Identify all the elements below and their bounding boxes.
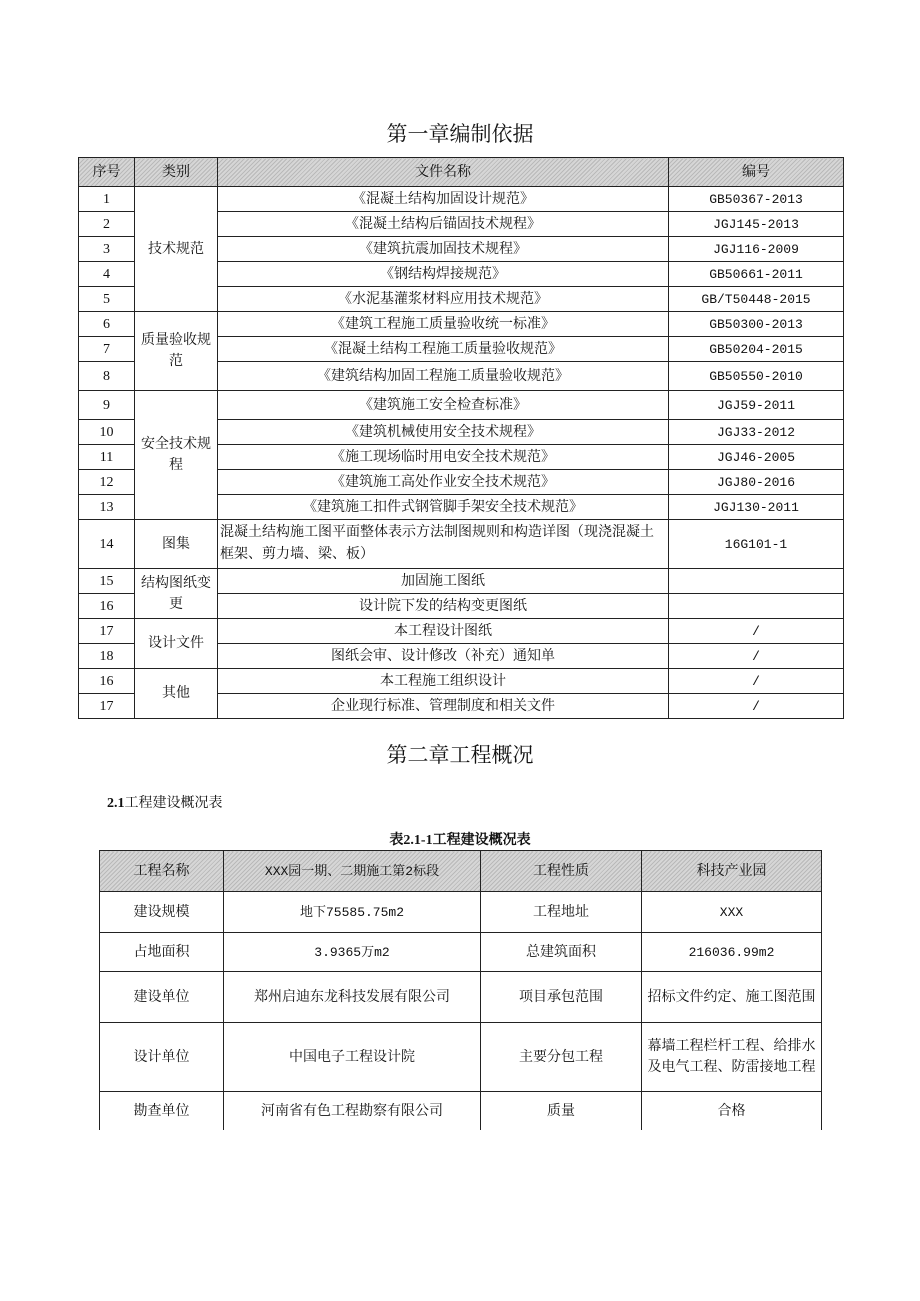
table-row [79, 520, 844, 569]
row-number: 17 [79, 619, 135, 644]
section-number: 2.1 [107, 796, 125, 811]
document-code: JGJ33-2012 [669, 420, 844, 445]
row-number: 7 [79, 337, 135, 362]
field-value: 河南省有色工程勘察有限公司 [224, 1092, 481, 1131]
table-row [79, 669, 844, 694]
document-name: 《混凝土结构后锚固技术规程》 [218, 212, 669, 237]
document-code [669, 569, 844, 594]
document-name: 《施工现场临时用电安全技术规范》 [218, 445, 669, 470]
document-code: / [669, 619, 844, 644]
row-number: 12 [79, 470, 135, 495]
row-number: 10 [79, 420, 135, 445]
section-title: 工程建设概况表 [124, 796, 223, 811]
document-name: 《建筑施工安全检查标准》 [218, 391, 669, 420]
document-code: GB50661-2011 [669, 262, 844, 287]
row-number: 4 [79, 262, 135, 287]
document-code: JGJ130-2011 [669, 495, 844, 520]
category-cell: 质量验收规范 [135, 312, 218, 391]
table-row [79, 391, 844, 420]
table-caption: 表2.1-1工程建设概况表 [389, 833, 531, 848]
field-label: 项目承包范围 [481, 972, 642, 1023]
field-value: 招标文件约定、施工图范围 [642, 972, 822, 1023]
field-value: XXX园一期、二期施工第2标段 [224, 851, 481, 892]
row-number: 2 [79, 212, 135, 237]
document-code: / [669, 644, 844, 669]
document-name: 《钢结构焊接规范》 [218, 262, 669, 287]
document-code: / [669, 694, 844, 719]
document-name: 《建筑抗震加固技术规程》 [218, 237, 669, 262]
field-value: XXX [642, 892, 822, 933]
category-cell: 其他 [135, 669, 218, 719]
table-row [100, 1023, 822, 1092]
row-number: 17 [79, 694, 135, 719]
category-cell: 安全技术规程 [135, 391, 218, 520]
document-code: GB50550-2010 [669, 362, 844, 391]
field-label: 总建筑面积 [481, 933, 642, 972]
field-value: 幕墙工程栏杆工程、给排水及电气工程、防雷接地工程 [642, 1023, 822, 1092]
document-name: 本工程设计图纸 [218, 619, 669, 644]
document-code: JGJ80-2016 [669, 470, 844, 495]
category-cell: 图集 [135, 520, 218, 569]
table-row [79, 187, 844, 212]
row-number: 16 [79, 594, 135, 619]
row-number: 18 [79, 644, 135, 669]
field-label: 建设规模 [100, 892, 224, 933]
category-cell: 技术规范 [135, 187, 218, 312]
basis-header-row [79, 158, 844, 187]
table-row [100, 851, 822, 892]
header-cell: 编号 [669, 158, 844, 187]
document-code: JGJ59-2011 [669, 391, 844, 420]
field-value: 科技产业园 [642, 851, 822, 892]
document-code: JGJ145-2013 [669, 212, 844, 237]
field-label: 工程地址 [481, 892, 642, 933]
field-label: 占地面积 [100, 933, 224, 972]
field-value: 合格 [642, 1092, 822, 1131]
field-label: 质量 [481, 1092, 642, 1131]
row-number: 11 [79, 445, 135, 470]
document-code: GB50367-2013 [669, 187, 844, 212]
document-name: 《水泥基灌浆材料应用技术规范》 [218, 287, 669, 312]
document-name: 企业现行标准、管理制度和相关文件 [218, 694, 669, 719]
document-name: 《混凝土结构工程施工质量验收规范》 [218, 337, 669, 362]
field-value: 216036.99m2 [642, 933, 822, 972]
table-row [100, 933, 822, 972]
document-code: JGJ46-2005 [669, 445, 844, 470]
row-number: 3 [79, 237, 135, 262]
header-cell: 类别 [135, 158, 218, 187]
field-label: 建设单位 [100, 972, 224, 1023]
table-row [79, 312, 844, 337]
basis-table [78, 157, 844, 719]
field-label: 勘查单位 [100, 1092, 224, 1131]
row-number: 15 [79, 569, 135, 594]
category-cell: 结构图纸变更 [135, 569, 218, 619]
field-label: 工程性质 [481, 851, 642, 892]
document-name: 《混凝土结构加固设计规范》 [218, 187, 669, 212]
chapter-1-title: 第一章编制依据 [386, 123, 534, 146]
row-number: 13 [79, 495, 135, 520]
field-value: 地下75585.75m2 [224, 892, 481, 933]
overview-table [99, 850, 822, 1130]
row-number: 14 [79, 520, 135, 569]
document-name: 《建筑施工高处作业安全技术规范》 [218, 470, 669, 495]
chapter-2-title: 第二章工程概况 [386, 744, 534, 767]
table-row [100, 892, 822, 933]
document-name: 设计院下发的结构变更图纸 [218, 594, 669, 619]
document-code: GB50300-2013 [669, 312, 844, 337]
field-label: 主要分包工程 [481, 1023, 642, 1092]
document-code: JGJ116-2009 [669, 237, 844, 262]
table-row [100, 1092, 822, 1131]
document-code: GB/T50448-2015 [669, 287, 844, 312]
document-name: 图纸会审、设计修改（补充）通知单 [218, 644, 669, 669]
document-name: 《建筑工程施工质量验收统一标准》 [218, 312, 669, 337]
document-name: 《建筑机械使用安全技术规程》 [218, 420, 669, 445]
field-value: 3.9365万m2 [224, 933, 481, 972]
header-cell: 序号 [79, 158, 135, 187]
document-code: / [669, 669, 844, 694]
row-number: 8 [79, 362, 135, 391]
field-label: 设计单位 [100, 1023, 224, 1092]
header-cell: 文件名称 [218, 158, 669, 187]
row-number: 5 [79, 287, 135, 312]
field-value: 中国电子工程设计院 [224, 1023, 481, 1092]
document-name: 《建筑施工扣件式钢管脚手架安全技术规范》 [218, 495, 669, 520]
document-code: GB50204-2015 [669, 337, 844, 362]
table-row [100, 972, 822, 1023]
category-cell: 设计文件 [135, 619, 218, 669]
section-heading [107, 792, 223, 812]
field-value: 郑州启迪东龙科技发展有限公司 [224, 972, 481, 1023]
document-name: 《建筑结构加固工程施工质量验收规范》 [218, 362, 669, 391]
table-row [79, 619, 844, 644]
row-number: 16 [79, 669, 135, 694]
row-number: 1 [79, 187, 135, 212]
document-name: 加固施工图纸 [218, 569, 669, 594]
document-name: 本工程施工组织设计 [218, 669, 669, 694]
row-number: 6 [79, 312, 135, 337]
document-code [669, 594, 844, 619]
row-number: 9 [79, 391, 135, 420]
field-label: 工程名称 [100, 851, 224, 892]
document-name: 混凝土结构施工图平面整体表示方法制图规则和构造详图（现浇混凝土框架、剪力墙、梁、板） [218, 520, 669, 569]
table-row [79, 569, 844, 594]
document-code: 16G101-1 [669, 520, 844, 569]
